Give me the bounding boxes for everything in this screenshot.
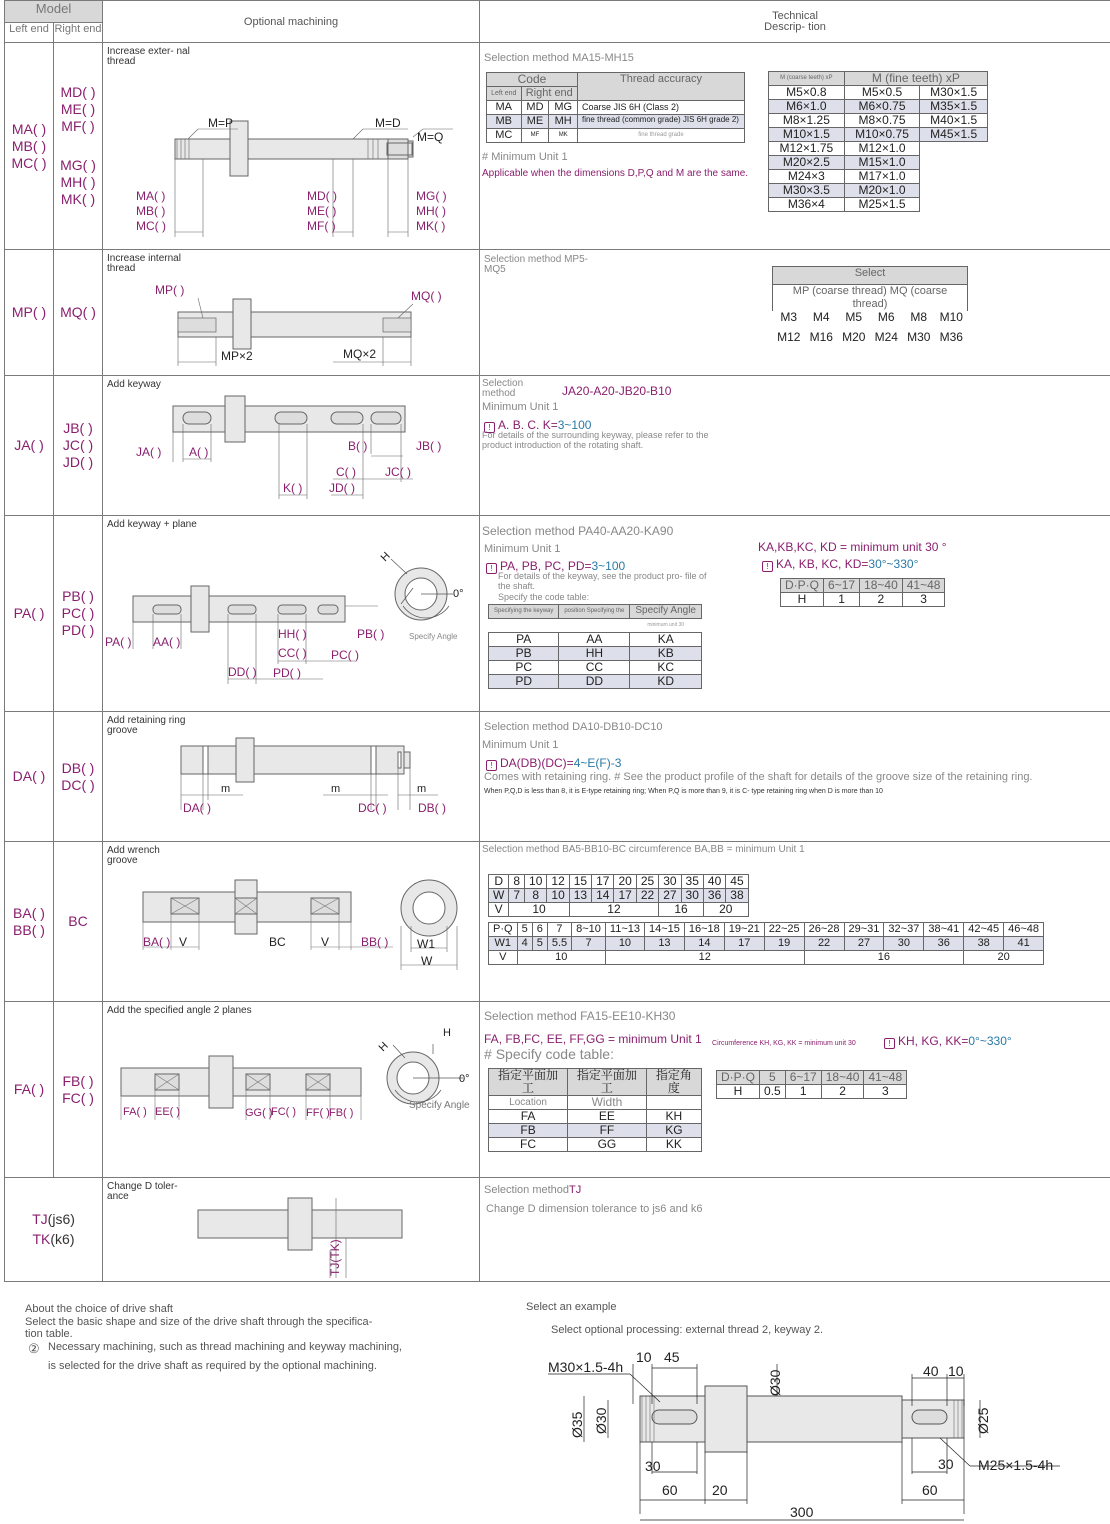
example-title: Select an example (526, 1301, 617, 1313)
svg-text:45: 45 (664, 1349, 680, 1365)
tj-codes: TJ(js6) TK(k6) (5, 1178, 103, 1282)
svg-text:Specify Angle: Specify Angle (409, 632, 458, 641)
fa-drawing: Add the specified angle 2 planes H H 0° Specify Angle FA( ) EE( ) GG( ) FC( ) FF( ) FB( ) (103, 1002, 480, 1178)
pa-right-codes: PB( ) PC( ) PD( ) (54, 516, 103, 712)
svg-text:Ø35: Ø35 (569, 1411, 585, 1438)
mp-right-code: MQ( ) (54, 250, 103, 376)
ma-drawing: Increase exter- nal thread M=P M=D M=Q MA( ) MB( ) MC( ) MD( ) ME( ) MF( ) MG( ) MH( ) MK( ) (103, 43, 480, 250)
svg-text:PA( ): PA( ) (105, 635, 132, 649)
svg-text:H: H (443, 1027, 451, 1039)
ma-shaft-svg (103, 67, 479, 247)
svg-text:30: 30 (645, 1458, 661, 1474)
fa-tech: Selection method FA15-EE10-KH30 FA, FB,FC, EE, FF,GG = minimum Unit 1 # Specify code table: Circumference KH, KG, KK = minimum unit 30 ! KH, KG, KK=0°~330° 指定平面加工 指定平面加工 指定角度 Location Width FA EE KH FB FF KG FC GG KK D·P·Q 5 6~17 18~40 41~48 H 0.5 1 2 3 (480, 1002, 1110, 1178)
svg-text:C( ): C( ) (336, 465, 357, 479)
da-left-code: DA( ) (5, 712, 54, 842)
da-tech: Selection method DA10-DB10-DC10 Minimum Unit 1 ! DA(DB)(DC)=4~E(F)-3 Comes with retaining ring. # See the product profile of the shaft for details of the groove size of the retaining ring. When P,Q,D is less than 8, it is E-type retaining ring; When P,Q is more than 9, it is C- type retaining ring when D is more than 10 (480, 712, 1110, 842)
spec-table (4, 0, 1110, 1282)
ma-mp-label: M=P (208, 116, 234, 130)
about-text3: is selected for the drive shaft as required by the optional machining. (48, 1360, 377, 1372)
example-text: Select optional processing: external thread 2, keyway 2. (551, 1324, 824, 1336)
svg-text:MA( ): MA( ) (136, 189, 166, 203)
svg-text:HH( ): HH( ) (278, 627, 307, 641)
about-text2: Necessary machining, such as thread machining and keyway machining, (48, 1341, 403, 1353)
svg-text:MB( ): MB( ) (136, 204, 166, 218)
ma-left-codes: MA( ) MB( ) MC( ) (5, 43, 54, 250)
ba-pq-table: P·Q 5 6 7 8~10 11~13 14~15 16~18 19~21 22~25 26~28 29~31 32~37 38~41 42~45 46~48 W1 4 5 5.5 7 10 13 14 17 19 22 27 30 36 38 41 V 10 12 16 20 (488, 922, 1044, 965)
tech-header: Technical Descrip- tion (480, 1, 1110, 43)
pa-tech: Selection method PA40-AA20-KA90 Minimum Unit 1 ! PA, PB, PC, PD=3~100 For details of the keyway, see the product pro- file of the shaft. Specify the code table: Specifying the keyway position Specifying the Specify Angle minimum unit 30 PA AA KA PB HH KB PC CC KC PD DD KD KA,KB,KC, KD = minimum unit 30 ° ! KA, KB, KC, KD=30°~330° D·P·Q 6~17 18~40 41~48 H 1 2 3 (480, 516, 1110, 712)
svg-text:Ø30: Ø30 (593, 1407, 609, 1434)
svg-text:PB( ): PB( ) (357, 627, 385, 641)
left-end-header: Left end (5, 23, 54, 43)
ba-right-code: BC (54, 842, 103, 1002)
svg-text:DD( ): DD( ) (228, 665, 257, 679)
ba-tech: Selection method BA5-BB10-BC circumference BA,BB = minimum Unit 1 D 8 10 12 15 17 20 25 30 35 40 45 W 7 8 10 13 14 17 22 27 30 36 38 V 10 12 16 20 P·Q 5 6 7 8~10 11~13 14~15 16~18 19~21 22~25 26~28 29~31 32~37 38~41 42~45 46~48 W1 4 5 5.5 7 10 13 14 17 19 22 27 30 36 38 41 V 10 12 16 20 (480, 842, 1110, 1002)
da-right-codes: DB( ) DC( ) (54, 712, 103, 842)
warning-icon: ! (762, 561, 773, 572)
mp-size-table: Select MP (coarse thread) MQ (coarse thread) M3 M4 M5 M6 M8 M10 M12 M16 M20 M24 M30 M36 (772, 266, 968, 349)
svg-text:Specify Angle: Specify Angle (409, 1100, 470, 1111)
ja-drawing: Add keyway JA( ) A( ) B( ) JB( ) C( ) JC( ) K( ) JD( ) (103, 376, 480, 516)
about-num: ② (28, 1341, 40, 1356)
warning-icon: ! (884, 1038, 895, 1049)
ba-d-table: D 8 10 12 15 17 20 25 30 35 40 45 W 7 8 10 13 14 17 22 27 30 36 38 V 10 12 16 20 (488, 874, 749, 917)
warning-icon: ! (484, 422, 495, 433)
svg-text:JC( ): JC( ) (385, 465, 412, 479)
svg-text:W: W (421, 954, 433, 968)
svg-text:MQ( ): MQ( ) (411, 289, 442, 303)
ma-method: Selection method MA15-MH15 (484, 52, 634, 64)
svg-text:MG( ): MG( ) (416, 189, 447, 203)
svg-text:K( ): K( ) (283, 481, 303, 495)
ja-left-code: JA( ) (5, 376, 54, 516)
svg-text:FC( ): FC( ) (271, 1106, 297, 1118)
svg-text:CC( ): CC( ) (278, 646, 307, 660)
fa-left-code: FA( ) (5, 1002, 54, 1178)
pa-drawing: Add keyway + plane H 0° Specify Angle PA( ) AA( ) HH( ) CC( ) PB( ) PC( ) DD( ) PD( ) (103, 516, 480, 712)
svg-text:m: m (221, 783, 231, 795)
svg-text:MQ×2: MQ×2 (343, 347, 377, 361)
svg-text:60: 60 (662, 1482, 678, 1498)
fa-code-table: 指定平面加工 指定平面加工 指定角度 Location Width FA EE KH FB FF KG FC GG KK (488, 1068, 702, 1152)
svg-text:60: 60 (922, 1482, 938, 1498)
svg-text:10: 10 (636, 1349, 652, 1365)
ja-tech: Selection method JA20-A20-JB20-B10 Minimum Unit 1 ! A. B. C. K=3~100 For details of the surrounding keyway, please refer to the product introduction of the rotating shaft. (480, 376, 1110, 516)
svg-text:0°: 0° (453, 588, 464, 600)
svg-text:m: m (417, 783, 427, 795)
da-drawing: Add retaining ring groove m m m DA( ) DC( ) DB( ) (103, 712, 480, 842)
svg-text:JB( ): JB( ) (416, 439, 442, 453)
ma-code-table: Code Thread accuracy Left end Right end MA MD MG Coarse JIS 6H (Class 2) MB ME MH fine thread (common grade) JIS 6H grade 2) MC MF MK fine thread grade (486, 72, 745, 143)
svg-text:EE( ): EE( ) (155, 1106, 181, 1118)
svg-text:10: 10 (948, 1363, 964, 1379)
ba-left-codes: BA( ) BB( ) (5, 842, 54, 1002)
svg-text:MP×2: MP×2 (221, 349, 253, 363)
svg-text:0°: 0° (459, 1073, 470, 1085)
svg-text:FB( ): FB( ) (329, 1107, 354, 1119)
svg-text:MH( ): MH( ) (416, 204, 447, 218)
svg-text:FF( ): FF( ) (306, 1107, 330, 1119)
ma-mq-label: M=Q (417, 130, 444, 144)
svg-text:H: H (378, 550, 393, 565)
tj-tech: Selection methodTJ Change D dimension tolerance to js6 and k6 (480, 1178, 1110, 1282)
svg-text:PD( ): PD( ) (273, 666, 302, 680)
svg-text:BA( ): BA( ) (143, 935, 171, 949)
fa-dh-table: D·P·Q 5 6~17 18~40 41~48 H 0.5 1 2 3 (716, 1070, 907, 1099)
ma-tech: Selection method MA15-MH15 Code Thread accuracy Left end Right end MA MD MG Coarse JIS 6H (Class 2) MB ME MH fine thread (common grade) JIS 6H grade 2) MC MF MK fine thread grade # Minimum Unit 1 Applicable when the dimensions D,P,Q and M are the same. M (coarse teeth) xP M (fine teeth) xP M5×0.8 M5×0.5 M30×1.5 M6×1.0 M6×0.75 M35×1.5 M8×1.25 M8×0.75 M40×1.5 M10×1.5 M10×0.75 M45×1.5 M12×1.75 M12×1.0 M20×2.5 M15×1.0 M24×3 M17×1.0 M30×3.5 M20×1.0 M36×4 M25×1.5 (480, 43, 1110, 250)
svg-text:Ø30: Ø30 (767, 1369, 783, 1396)
optional-header: Optional machining (103, 1, 480, 43)
pa-left-code: PA( ) (5, 516, 54, 712)
svg-text:MC( ): MC( ) (136, 219, 167, 233)
warning-icon: ! (486, 760, 497, 771)
svg-text:MD( ): MD( ) (307, 189, 338, 203)
svg-text:FA( ): FA( ) (123, 1106, 147, 1118)
fa-right-codes: FB( ) FC( ) (54, 1002, 103, 1178)
about-title: About the choice of drive shaft (25, 1303, 173, 1315)
svg-text:20: 20 (712, 1482, 728, 1498)
about-text: Select the basic shape and size of the drive shaft through the specifica- tion table. (25, 1316, 373, 1340)
svg-text:DC( ): DC( ) (358, 801, 387, 815)
model-header: Model (5, 1, 103, 23)
svg-text:PC( ): PC( ) (331, 648, 360, 662)
svg-text:V: V (179, 935, 188, 949)
pa-code-table: Specifying the keyway position Specifying the Specify Angle minimum unit 30 PA AA KA PB HH KB PC CC KC PD DD KD (488, 604, 702, 689)
svg-text:JA( ): JA( ) (136, 445, 162, 459)
svg-text:MK( ): MK( ) (416, 219, 446, 233)
svg-text:MF( ): MF( ) (307, 219, 336, 233)
svg-text:40: 40 (923, 1363, 939, 1379)
svg-text:30: 30 (938, 1456, 954, 1472)
ma-right-codes: MD( ) ME( ) MF( ) MG( ) MH( ) MK( ) (54, 43, 103, 250)
svg-text:A( ): A( ) (189, 445, 209, 459)
svg-text:B( ): B( ) (348, 439, 368, 453)
pa-dh-table: D·P·Q 6~17 18~40 41~48 H 1 2 3 (780, 578, 945, 607)
svg-text:DB( ): DB( ) (418, 801, 447, 815)
svg-text:JD( ): JD( ) (329, 481, 356, 495)
ba-drawing: Add wrench groove BA( ) V BC V BB( ) W1 W (103, 842, 480, 1002)
svg-text:DA( ): DA( ) (183, 801, 212, 815)
svg-text:m: m (331, 783, 341, 795)
svg-text:W1: W1 (417, 937, 436, 951)
tj-drawing: Change D toler- ance TJ(TK) (103, 1178, 480, 1282)
right-end-header: Right end (54, 23, 103, 43)
ja-right-codes: JB( ) JC( ) JD( ) (54, 376, 103, 516)
svg-text:AA( ): AA( ) (153, 635, 181, 649)
svg-text:M30×1.5-4h: M30×1.5-4h (548, 1359, 624, 1375)
ma-md-label: M=D (375, 116, 401, 130)
svg-text:MP( ): MP( ) (155, 283, 185, 297)
warning-icon: ! (486, 563, 497, 574)
svg-text:Ø25: Ø25 (975, 1407, 991, 1434)
svg-text:BB( ): BB( ) (361, 935, 389, 949)
mp-drawing: Increase internal thread MP( ) MQ( ) MP×2 MQ×2 (103, 250, 480, 376)
svg-text:H: H (376, 1040, 391, 1055)
svg-text:TJ(TK): TJ(TK) (328, 1239, 343, 1276)
svg-text:ME( ): ME( ) (307, 204, 337, 218)
example-shaft-svg (540, 1344, 1070, 1524)
mp-tech: Selection method MP5-MQ5 Select MP (coarse thread) MQ (coarse thread) M3 M4 M5 M6 M8 M10 M12 M16 M20 M24 M30 M36 (480, 250, 1110, 376)
mp-left-code: MP( ) (5, 250, 54, 376)
svg-text:BC: BC (269, 935, 286, 949)
svg-text:300: 300 (790, 1504, 814, 1520)
svg-text:V: V (321, 935, 330, 949)
svg-text:M25×1.5-4h: M25×1.5-4h (978, 1457, 1054, 1473)
ma-thread-table: M (coarse teeth) xP M (fine teeth) xP M5×0.8 M5×0.5 M30×1.5 M6×1.0 M6×0.75 M35×1.5 M8×1.25 M8×0.75 M40×1.5 M10×1.5 M10×0.75 M45×1.5 M12×1.75 M12×1.0 M20×2.5 M15×1.0 M24×3 M17×1.0 M30×3.5 M20×1.0 M36×4 M25×1.5 (768, 71, 988, 212)
svg-text:GG( ): GG( ) (245, 1107, 273, 1119)
